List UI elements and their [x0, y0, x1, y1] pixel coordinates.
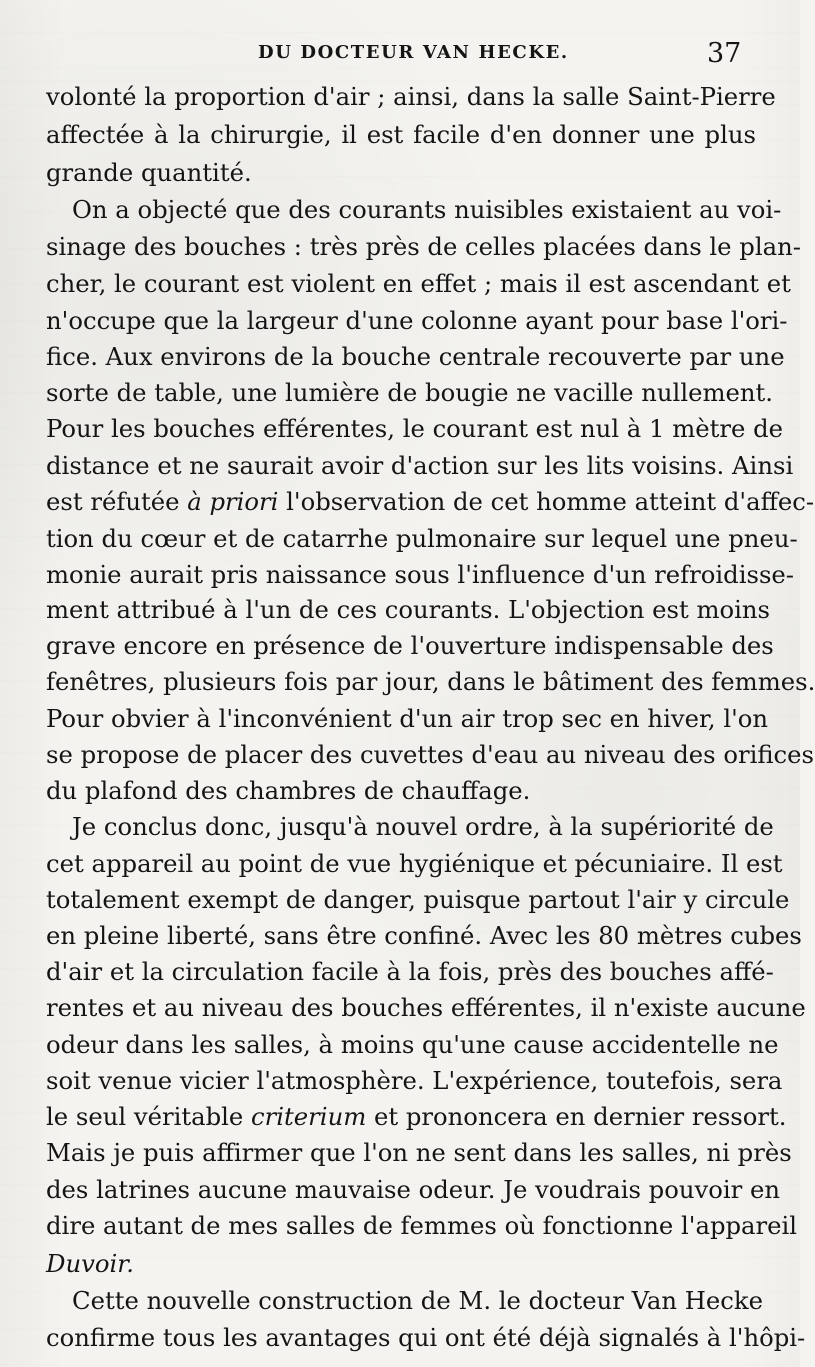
italic-phrase: à priori [187, 487, 279, 516]
text-line: en pleine liberté, sans être confiné. Avec les 80 mètres cubes [46, 921, 802, 950]
text-line: fenêtres, plusieurs fois par jour, dans le bâtiment des femmes. [46, 667, 815, 696]
text-line: tion du cœur et de catarrhe pulmonaire sur lequel une pneu- [46, 524, 798, 553]
text-fragment: le seul véritable [46, 1102, 244, 1131]
text-line: cher, le courant est violent en effet ; mais il est ascendant et [46, 269, 791, 298]
text-line-with-italic [46, 1100, 787, 1134]
text-line: Pour les bouches efférentes, le courant est nul à 1 mètre de [46, 414, 784, 443]
page-number: 37 [707, 38, 742, 69]
italic-word: criterium [251, 1102, 367, 1131]
text-line: odeur dans les salles, à moins qu'une cause accidentelle ne [46, 1030, 779, 1059]
text-line: fice. Aux environs de la bouche centrale recouverte par une [46, 342, 785, 371]
text-line: monie aurait pris naissance sous l'influence d'un refroidisse- [46, 560, 794, 589]
text-line-italic [46, 1247, 756, 1281]
text-line: n'occupe que la largeur d'une colonne ayant pour base l'ori- [46, 306, 788, 335]
text-fragment: et prononcera en dernier ressort. [374, 1102, 787, 1131]
text-fragment: est réfutée [46, 487, 180, 516]
text-line: sorte de table, une lumière de bougie ne vacille nullement. [46, 378, 774, 407]
text-line: rentes et au niveau des bouches efférentes, il n'existe aucune [46, 993, 806, 1022]
text-fragment: l'observation de cet homme atteint d'affec- [286, 487, 815, 516]
text-line: du plafond des chambres de chauffage. [46, 776, 531, 805]
text-line: dire autant de mes salles de femmes où fonctionne l'appareil [46, 1211, 798, 1240]
text-line: Pour obvier à l'inconvénient d'un air trop sec en hiver, l'on [46, 704, 769, 733]
text-line: Cette nouvelle construction de M. le docteur Van Hecke [72, 1286, 764, 1315]
body-text [0, 72, 815, 1362]
text-line: totalement exempt de danger, puisque partout l'air y circule [46, 885, 790, 914]
text-line: d'air et la circulation facile à la fois, près des bouches affé- [46, 957, 774, 986]
text-line: On a objecté que des courants nuisibles existaient au voi- [72, 195, 782, 224]
text-line: cet appareil au point de vue hygiénique et pécuniaire. Il est [46, 849, 783, 878]
text-line: Mais je puis affirmer que l'on ne sent dans les salles, ni près [46, 1138, 792, 1167]
text-line: se propose de placer des cuvettes d'eau au niveau des orifices [46, 740, 814, 769]
text-line: volonté la proportion d'air ; ainsi, dans la salle Saint-Pierre [46, 82, 776, 111]
page-header [0, 38, 800, 76]
text-line: ment attribué à l'un de ces courants. L'objection est moins [46, 595, 771, 624]
text-line: distance et ne saurait avoir d'action sur les lits voisins. Ainsi [46, 451, 794, 480]
text-line: des latrines aucune mauvaise odeur. Je voudrais pouvoir en [46, 1175, 780, 1204]
text-line: Je conclus donc, jusqu'à nouvel ordre, à la supériorité de [72, 812, 774, 841]
text-line: grave encore en présence de l'ouverture indispensable des [46, 631, 774, 660]
text-line: affectée à la chirurgie, il est facile d'en donner une plus [46, 120, 756, 149]
italic-word: Duvoir. [46, 1249, 134, 1278]
text-line: confirme tous les avantages qui ont été déjà signalés à l'hôpi- [46, 1323, 806, 1352]
text-line: soit venue vicier l'atmosphère. L'expérience, toutefois, sera [46, 1066, 783, 1095]
text-line-with-italic [46, 485, 815, 519]
text-line: sinage des bouches : très près de celles placées dans le plan- [46, 232, 801, 261]
text-line: grande quantité. [46, 158, 252, 187]
running-head: DU DOCTEUR VAN HECKE. [258, 42, 569, 63]
